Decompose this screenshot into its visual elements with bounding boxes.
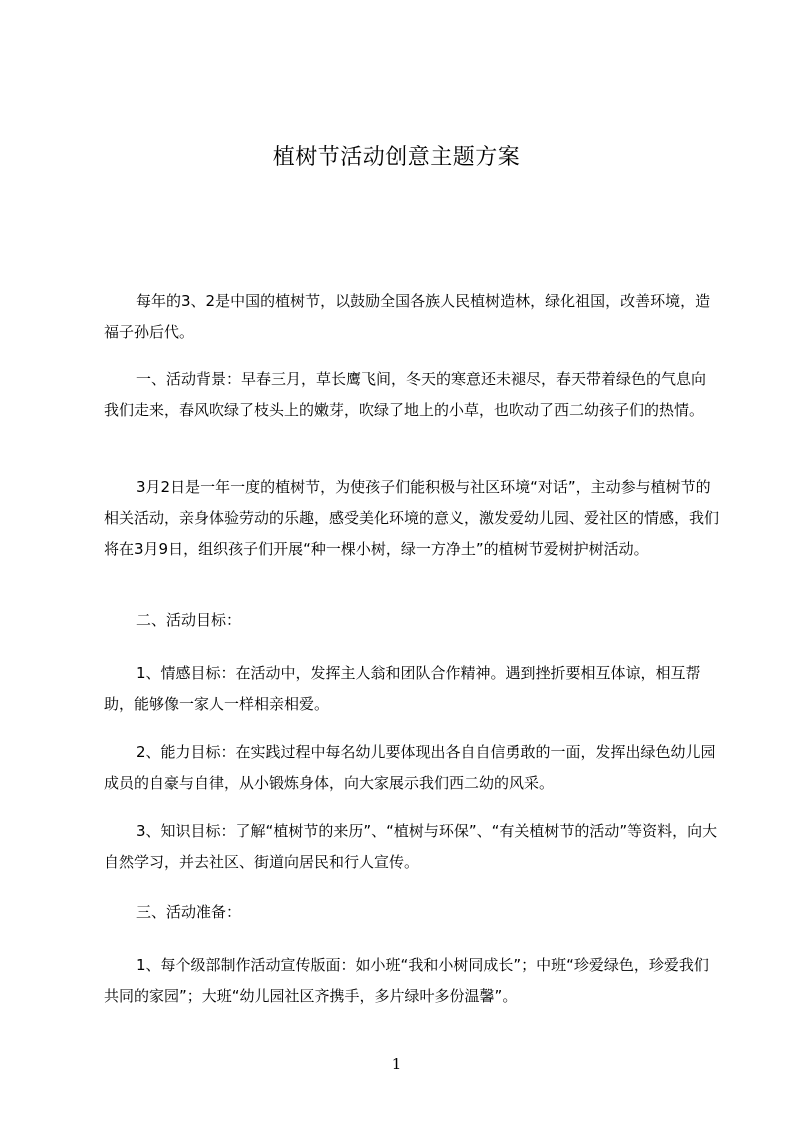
paragraph-preparation-1 xyxy=(104,950,719,1012)
paragraph-background xyxy=(104,364,719,426)
paragraph-text: 3月2日是一年一度的植树节，为使孩子们能积极与社区环境“对话”，主动参与植树节的相关活动，亲身体验劳动的乐趣，感受美化环境的意义，激发爱幼儿园、爱社区的情感，我们将在3月9日，组织孩子们开展“种一棵小树，绿一方净土”的植树节爱树护树活动。 xyxy=(104,478,720,558)
paragraph-text: 3、知识目标：了解“植树节的来历”、“植树与环保”、“有关植树节的活动”等资料，向大自然学习，并去社区、街道向居民和行人宣传。 xyxy=(104,822,718,871)
paragraph-text: 1、每个级部制作活动宣传版面：如小班“我和小树同成长”；中班“珍爱绿色，珍爱我们共同的家园”；大班“幼儿园社区齐携手，多片绿叶多份温馨”。 xyxy=(104,956,709,1005)
heading-preparation xyxy=(104,897,719,928)
paragraph-goal-knowledge xyxy=(104,816,719,878)
paragraph-goal-emotion xyxy=(104,658,719,720)
heading-text: 二、活动目标： xyxy=(136,611,242,629)
paragraph-intro xyxy=(104,286,719,348)
heading-text: 三、活动准备： xyxy=(136,903,242,921)
heading-goals xyxy=(104,605,719,636)
paragraph-arbor-day xyxy=(104,472,719,565)
document-title: 植树节活动创意主题方案 xyxy=(272,145,521,170)
page-number: 1 xyxy=(391,1055,402,1073)
paragraph-text: 1、情感目标：在活动中，发挥主人翁和团队合作精神。遇到挫折要相互体谅，相互帮助，能够像一家人一样相亲相爱。 xyxy=(104,664,701,713)
paragraph-text: 2、能力目标：在实践过程中每名幼儿要体现出各自自信勇敢的一面，发挥出绿色幼儿园成员的自豪与自律，从小锻炼身体，向大家展示我们西二幼的风采。 xyxy=(104,743,716,792)
paragraph-text: 一、活动背景：早春三月，草长鹰飞间，冬天的寒意还未褪尽，春天带着绿色的气息向我们走来，春风吹绿了枝头上的嫩芽，吹绿了地上的小草，也吹动了西二幼孩子们的热情。 xyxy=(104,370,707,419)
paragraph-text: 每年的3、2是中国的植树节，以鼓励全国各族人民植树造林，绿化祖国，改善环境，造福子孙后代。 xyxy=(104,292,711,341)
paragraph-goal-ability xyxy=(104,737,719,799)
